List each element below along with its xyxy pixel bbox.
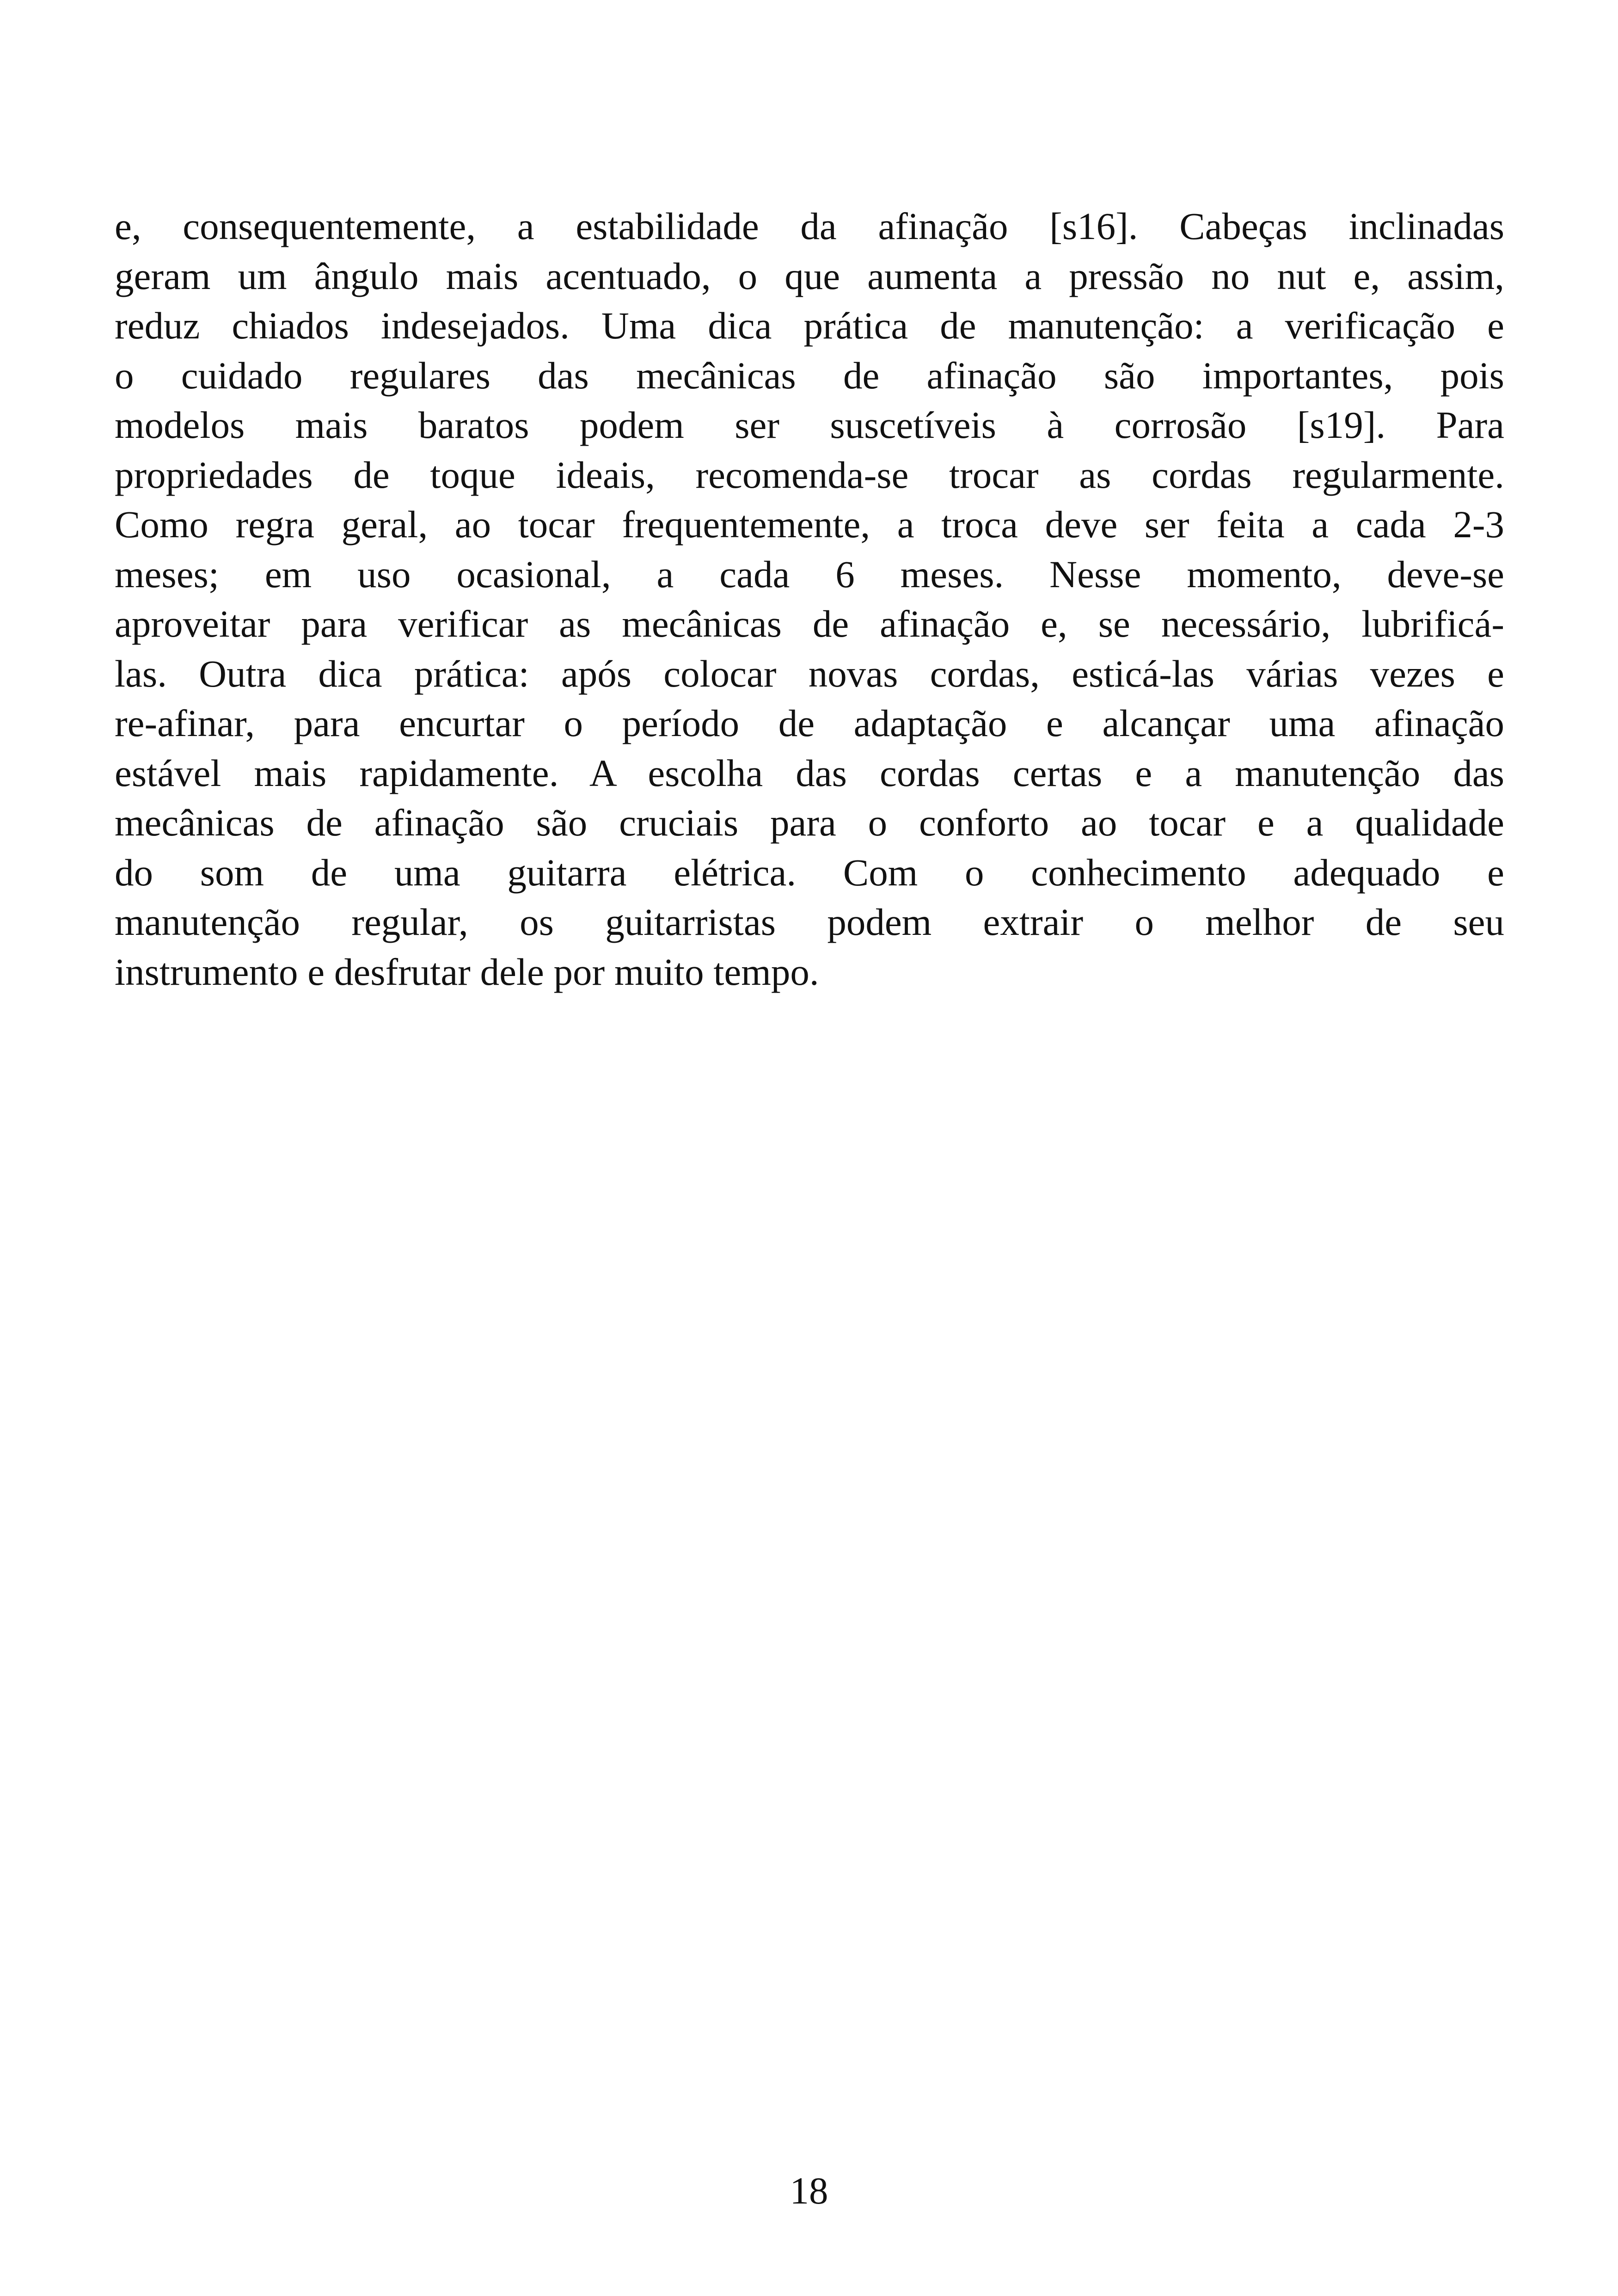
- paragraph-line: las. Outra dica prática: após colocar novas cordas, esticá-las várias vezes e: [115, 652, 1504, 695]
- paragraph-line: manutenção regular, os guitarristas podem extrair o melhor de seu: [115, 901, 1504, 943]
- page-number: 18: [790, 2169, 828, 2212]
- paragraph-line: instrumento e desfrutar dele por muito tempo.: [115, 950, 819, 993]
- paragraph-line: re-afinar, para encurtar o período de adaptação e alcançar uma afinação: [115, 702, 1504, 744]
- paragraph-line: do som de uma guitarra elétrica. Com o conhecimento adequado e: [115, 851, 1504, 894]
- paragraph-line: o cuidado regulares das mecânicas de afinação são importantes, pois: [115, 354, 1504, 397]
- paragraph-line: propriedades de toque ideais, recomenda-se trocar as cordas regularmente.: [115, 453, 1504, 496]
- paragraph-line: meses; em uso ocasional, a cada 6 meses. Nesse momento, deve-se: [115, 553, 1504, 595]
- paragraph-line: estável mais rapidamente. A escolha das cordas certas e a manutenção das: [115, 751, 1504, 794]
- body-paragraph: [115, 202, 1504, 997]
- paragraph-line: mecânicas de afinação são cruciais para o conforto ao tocar e a qualidade: [115, 801, 1504, 844]
- paragraph-line: Como regra geral, ao tocar frequentemente, a troca deve ser feita a cada 2-3: [115, 503, 1504, 546]
- paragraph-line: aproveitar para verificar as mecânicas de afinação e, se necessário, lubrificá-: [115, 602, 1504, 645]
- paragraph-line: e, consequentemente, a estabilidade da afinação [s16]. Cabeças inclinadas: [115, 205, 1504, 247]
- paragraph-line: modelos mais baratos podem ser suscetíveis à corrosão [s19]. Para: [115, 404, 1504, 446]
- paragraph-line: geram um ângulo mais acentuado, o que aumenta a pressão no nut e, assim,: [115, 254, 1504, 297]
- paragraph-line: reduz chiados indesejados. Uma dica prática de manutenção: a verificação e: [115, 304, 1504, 347]
